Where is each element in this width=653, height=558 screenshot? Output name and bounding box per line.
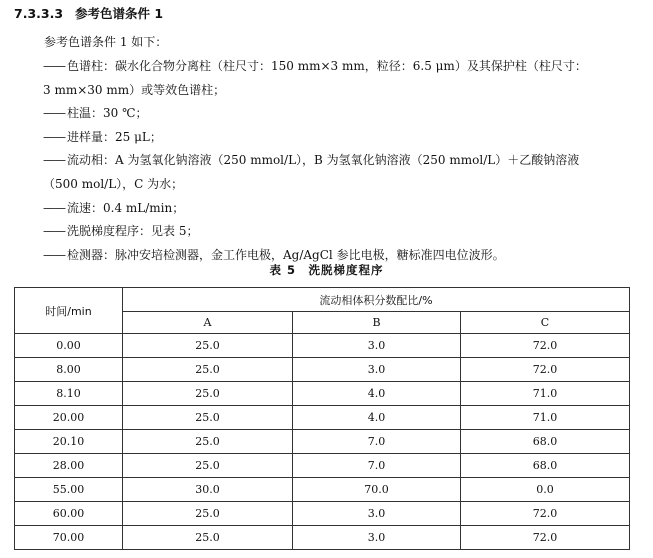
condition-item	[43, 220, 643, 244]
header-time: 时间/min	[15, 288, 123, 334]
cell-time: 60.00	[15, 502, 123, 526]
table-row	[15, 526, 630, 550]
condition-item	[43, 197, 643, 221]
cell-value: 3.0	[293, 358, 461, 382]
em-dash: ——	[43, 224, 65, 239]
em-dash: ——	[43, 106, 65, 121]
condition-text: 流速：0.4 mL/min；	[67, 200, 185, 215]
table-row	[15, 334, 630, 358]
cell-time: 70.00	[15, 526, 123, 550]
intro-text: 参考色谱条件 1 如下：	[44, 35, 168, 49]
header-col-c: C	[461, 312, 630, 334]
cell-value: 4.0	[293, 406, 461, 430]
table-row	[15, 430, 630, 454]
gradient-table	[14, 287, 630, 550]
cell-value: 3.0	[293, 502, 461, 526]
section-heading	[14, 4, 163, 22]
cell-value: 25.0	[123, 406, 293, 430]
condition-text: 进样量：25 μL；	[67, 129, 162, 144]
cell-value: 72.0	[461, 526, 630, 550]
cell-time: 8.10	[15, 382, 123, 406]
condition-text: 色谱柱：碳水化合物分离柱（柱尺寸：150 mm×3 mm，粒径：6.5 μm）及其保护柱（柱尺寸：	[67, 59, 587, 73]
condition-text: 3 mm×30 mm）或等效色谱柱；	[43, 82, 226, 97]
table-row	[15, 382, 630, 406]
em-dash: ——	[43, 59, 65, 73]
cell-value: 68.0	[461, 454, 630, 478]
table-row	[15, 478, 630, 502]
section-title: 参考色谱条件 1	[75, 6, 164, 21]
cell-value: 72.0	[461, 502, 630, 526]
condition-item	[43, 102, 643, 126]
cell-value: 25.0	[123, 526, 293, 550]
cell-time: 20.10	[15, 430, 123, 454]
cell-value: 25.0	[123, 358, 293, 382]
table-row	[15, 358, 630, 382]
table-row	[15, 406, 630, 430]
cell-value: 25.0	[123, 334, 293, 358]
cell-value: 4.0	[293, 382, 461, 406]
cell-value: 25.0	[123, 382, 293, 406]
em-dash: ——	[43, 153, 65, 168]
condition-item-continuation	[43, 173, 643, 197]
table-title: 表 5 洗脱梯度程序	[269, 263, 384, 277]
cell-value: 7.0	[293, 430, 461, 454]
cell-value: 7.0	[293, 454, 461, 478]
condition-text: 柱温：30 ℃；	[67, 106, 148, 121]
table-row	[15, 502, 630, 526]
condition-list	[43, 55, 643, 267]
cell-time: 55.00	[15, 478, 123, 502]
cell-value: 3.0	[293, 334, 461, 358]
cell-value: 25.0	[123, 454, 293, 478]
cell-value: 25.0	[123, 502, 293, 526]
condition-text: （500 mol/L），C 为水；	[43, 176, 184, 191]
condition-text: 洗脱梯度程序：见表 5；	[67, 224, 199, 239]
cell-value: 30.0	[123, 478, 293, 502]
table-row	[15, 454, 630, 478]
cell-value: 72.0	[461, 358, 630, 382]
cell-value: 71.0	[461, 406, 630, 430]
table-body	[15, 334, 630, 550]
header-group: 流动相体积分数配比/%	[123, 288, 630, 312]
em-dash: ——	[43, 247, 65, 262]
cell-value: 71.0	[461, 382, 630, 406]
cell-time: 20.00	[15, 406, 123, 430]
cell-value: 70.0	[293, 478, 461, 502]
condition-item	[43, 55, 643, 79]
condition-text: 检测器：脉冲安培检测器，金工作电极，Ag/AgCl 参比电极，糖标准四电位波形。	[67, 247, 505, 262]
header-col-b: B	[293, 312, 461, 334]
cell-time: 8.00	[15, 358, 123, 382]
condition-item-continuation	[43, 79, 643, 103]
cell-value: 3.0	[293, 526, 461, 550]
em-dash: ——	[43, 200, 65, 215]
cell-time: 0.00	[15, 334, 123, 358]
cell-value: 0.0	[461, 478, 630, 502]
em-dash: ——	[43, 129, 65, 144]
header-col-a: A	[123, 312, 293, 334]
cell-value: 25.0	[123, 430, 293, 454]
condition-text: 流动相：A 为氢氧化钠溶液（250 mmol/L），B 为氢氧化钠溶液（250 mmol/L）＋乙酸钠溶液	[67, 153, 580, 168]
condition-item	[43, 149, 643, 173]
section-number: 7.3.3.3	[14, 6, 64, 21]
cell-value: 68.0	[461, 430, 630, 454]
condition-item	[43, 126, 643, 150]
cell-time: 28.00	[15, 454, 123, 478]
cell-value: 72.0	[461, 334, 630, 358]
